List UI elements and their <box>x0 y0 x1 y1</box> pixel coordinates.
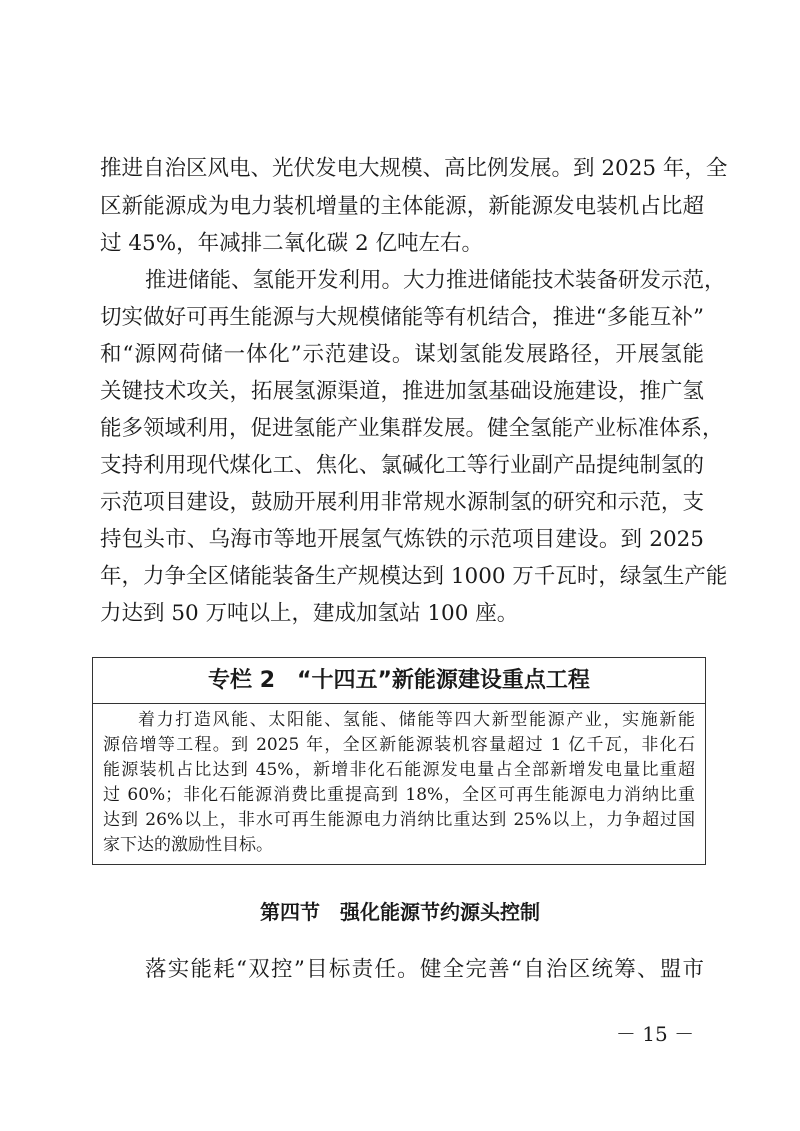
feature-box-header <box>93 658 705 704</box>
feature-box-line-6: 家下达的激励性目标。 <box>103 835 273 855</box>
paragraph-1-line-3: 过 45%，年减排二氧化碳 2 亿吨左右。 <box>100 231 483 256</box>
paragraph-2-line-9: 年，力争全区储能装备生产规模达到 1000 万千瓦时，绿氢生产能 <box>100 564 728 589</box>
paragraph-2-line-4: 关键技术攻关，拓展氢源渠道，推进加氢基础设施建设，推广氢 <box>100 379 704 404</box>
page-number: － 15 － <box>615 1022 695 1046</box>
paragraph-1-line-2: 区新能源成为电力装机增量的主体能源，新能源发电装机占比超 <box>100 194 704 219</box>
feature-box-title: 专栏 2 “十四五”新能源建设重点工程 <box>208 668 590 693</box>
feature-box-line-1: 着力打造风能、太阳能、氢能、储能等四大新型能源产业，实施新能 <box>138 710 695 730</box>
paragraph-2-line-8: 持包头市、乌海市等地开展氢气炼铁的示范项目建设。到 2025 <box>100 527 704 552</box>
feature-box-line-4: 过 60%；非化石能源消费比重提高到 18%，全区可再生能源电力消纳比重 <box>103 785 695 805</box>
paragraph-2-line-7: 示范项目建设，鼓励开展利用非常规水源制氢的研究和示范，支 <box>100 490 704 515</box>
paragraph-2-line-10: 力达到 50 万吨以上，建成加氢站 100 座。 <box>100 601 519 626</box>
paragraph-2-line-6: 支持利用现代煤化工、焦化、氯碱化工等行业副产品提纯制氢的 <box>100 453 704 478</box>
feature-box-line-3: 能源装机占比达到 45%，新增非化石能源发电量占全部新增发电量比重超 <box>103 760 695 780</box>
paragraph-2-line-1: 推进储能、氢能开发利用。大力推进储能技术装备研发示范， <box>145 268 726 293</box>
paragraph-3-line-1: 落实能耗“双控”目标责任。健全完善“自治区统筹、盟市 <box>145 957 704 982</box>
feature-box <box>92 657 706 865</box>
paragraph-2-line-3: 和“源网荷储一体化”示范建设。谋划氢能发展路径，开展氢能 <box>100 342 704 367</box>
paragraph-2-line-5: 能多领域利用，促进氢能产业集群发展。健全氢能产业标准体系， <box>100 416 724 441</box>
section-heading: 第四节 强化能源节约源头控制 <box>260 900 540 924</box>
feature-box-line-5: 达到 26%以上，非水可再生能源电力消纳比重达到 25%以上，力争超过国 <box>103 810 695 830</box>
paragraph-1-line-1: 推进自治区风电、光伏发电大规模、高比例发展。到 2025 年，全 <box>100 156 728 181</box>
feature-box-line-2: 源倍增等工程。到 2025 年，全区新能源装机容量超过 1 亿千瓦，非化石 <box>103 735 695 755</box>
paragraph-2-line-2: 切实做好可再生能源与大规模储能等有机结合，推进“多能互补” <box>100 305 704 330</box>
